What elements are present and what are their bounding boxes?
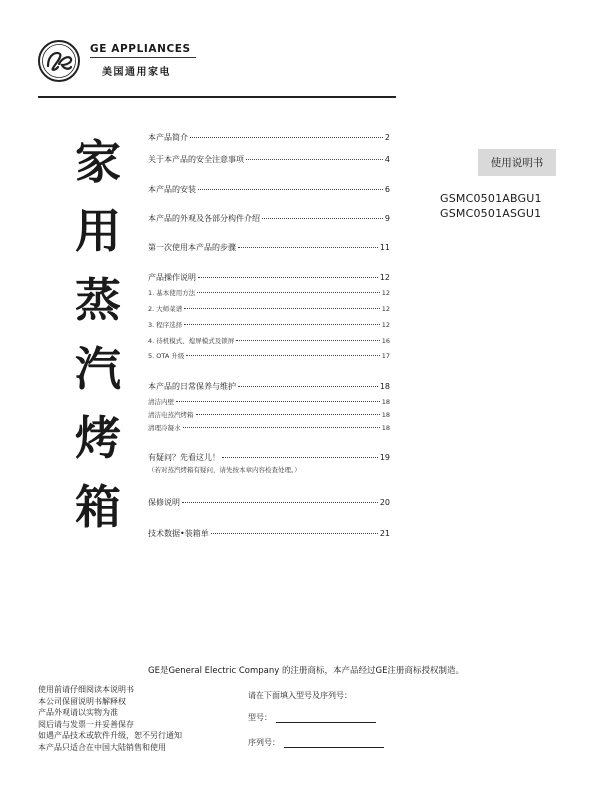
title-char: 烤 (75, 411, 121, 465)
usage-note: 阅后请与发票一并妥善保存 (38, 719, 134, 729)
model-number: GSMC0501ABGU1 (440, 192, 542, 205)
toc-subentry[interactable]: 3. 程序选择 12 (148, 321, 390, 329)
toc-title: 有疑问？先看这儿！ (148, 453, 220, 462)
toc-page: 9 (384, 214, 390, 223)
toc-title: 技术数据•装箱单 (148, 529, 209, 538)
serial-field[interactable] (248, 737, 384, 748)
model-blank[interactable] (276, 713, 376, 723)
model-number: GSMC0501ASGU1 (440, 207, 542, 220)
toc-title: 本产品简介 (148, 133, 188, 142)
toc-title: 保修说明 (148, 498, 180, 507)
product-title (68, 133, 128, 547)
toc-entry-maintenance[interactable] (148, 381, 390, 392)
toc-title: 本产品的外观及各部分构件介绍 (148, 214, 260, 223)
toc-entry-first-use[interactable] (148, 242, 390, 253)
toc-page: 6 (384, 185, 390, 194)
ge-monogram-icon (38, 40, 80, 82)
usage-note: 本产品只适合在中国大陆销售和使用 (38, 742, 166, 752)
toc-subentry[interactable]: 4. 待机模式、熄屏模式及锁屏 16 (148, 337, 390, 345)
toc-page: 18 (379, 382, 390, 391)
toc-page: 11 (379, 243, 390, 252)
title-char: 家 (75, 135, 121, 189)
brand-name-cn: 美国通用家电 (102, 67, 171, 78)
toc-page: 20 (379, 498, 390, 507)
toc-entry-components[interactable] (148, 213, 390, 224)
toc-page: 12 (379, 273, 390, 282)
toc-subentry[interactable]: 1. 基本使用方法 12 (148, 289, 390, 297)
title-char: 蒸 (75, 273, 121, 327)
toc-page: 21 (379, 529, 390, 538)
toc-subentry[interactable]: 5. OTA 升级 17 (148, 352, 390, 360)
faq-note: （若对蒸汽烤箱有疑问，请先按本章内容检查处理。） (148, 466, 301, 474)
usage-note: 本公司保留说明书解释权 (38, 696, 126, 706)
toc-page: 19 (379, 453, 390, 462)
toc-subentry[interactable]: 2. 大师菜谱 12 (148, 305, 390, 313)
serial-blank[interactable] (284, 738, 384, 748)
toc-page: 4 (384, 155, 390, 164)
header-rule (38, 96, 396, 98)
toc-entry-warranty[interactable] (148, 497, 390, 508)
toc-page: 2 (384, 133, 390, 142)
usage-notes (38, 684, 182, 753)
brand-divider (90, 57, 196, 58)
toc-entry-installation[interactable] (148, 184, 390, 195)
manual-badge: 使用说明书 (478, 149, 556, 176)
toc-entry-specs[interactable] (148, 528, 390, 539)
usage-note: 产品外观请以实物为准 (38, 708, 118, 717)
model-field[interactable] (248, 712, 376, 723)
toc-title: 本产品的日常保养与维护 (148, 382, 236, 391)
registration-title: 请在下面填入型号及序列号： (248, 691, 352, 700)
title-char: 汽 (75, 342, 121, 396)
usage-note: 如遇产品技术或软件升级，恕不另行通知 (38, 731, 182, 740)
toc-subentry[interactable]: 清理冷凝水 18 (148, 424, 390, 432)
toc-title: 产品操作说明 (148, 273, 196, 282)
toc-entry-operation[interactable] (148, 272, 390, 283)
toc-subentry[interactable]: 清洁电蒸汽烤箱 18 (148, 411, 390, 419)
toc-title: 本产品的安装 (148, 185, 196, 194)
toc-entry-faq[interactable] (148, 452, 390, 463)
usage-note: 使用前请仔细阅读本说明书 (38, 685, 134, 694)
brand-name-en: GE APPLIANCES (90, 43, 191, 55)
trademark-notice: GE是General Electric Company 的注册商标，本产品经过GE注册商标授权制造。 (148, 666, 464, 676)
toc-entry-intro[interactable] (148, 132, 390, 143)
model-label: 型号： (248, 713, 272, 722)
toc-title: 关于本产品的安全注意事项 (148, 155, 244, 164)
toc-title: 第一次使用本产品的步骤 (148, 243, 236, 252)
title-char: 箱 (75, 480, 121, 534)
serial-label: 序列号： (248, 738, 280, 747)
toc-entry-safety[interactable] (148, 154, 390, 165)
toc-subentry[interactable]: 清洁内壁 18 (148, 398, 390, 406)
title-char: 用 (75, 204, 121, 258)
